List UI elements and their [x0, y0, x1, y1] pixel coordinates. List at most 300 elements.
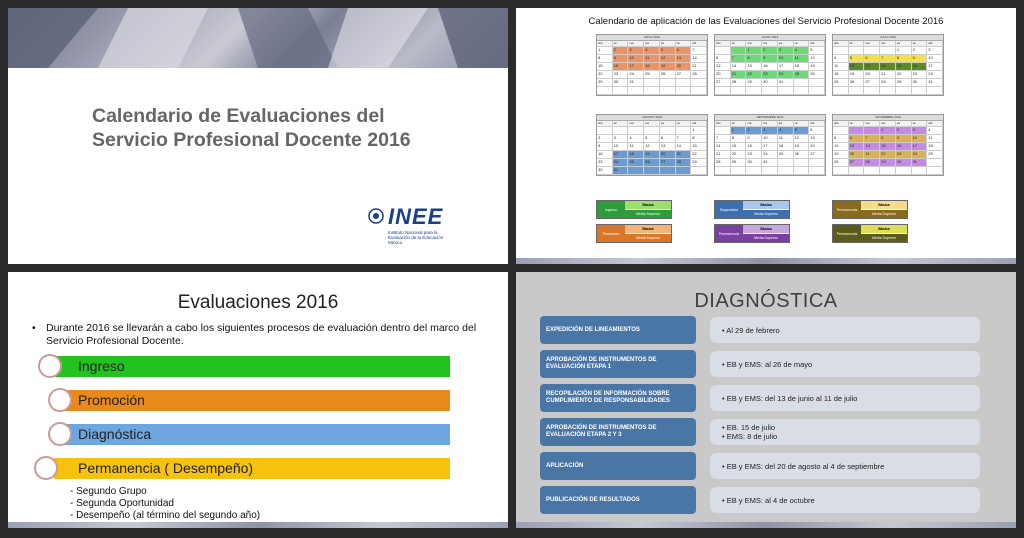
- day-cell: 17: [762, 143, 778, 151]
- day-cell: 12: [849, 63, 865, 71]
- day-cell: 11: [794, 55, 810, 63]
- month-header: JULIO 2016: [833, 35, 943, 41]
- day-cell: 30: [597, 167, 613, 175]
- weekday-label: mar: [864, 41, 880, 47]
- day-cell: [927, 159, 943, 167]
- legend-level-media: Media Superior: [861, 234, 907, 242]
- day-cell: 29: [746, 79, 762, 87]
- day-cell: [927, 167, 943, 175]
- day-cell: [731, 47, 747, 55]
- day-cell: 29: [896, 79, 912, 87]
- day-cell: 10: [628, 55, 644, 63]
- day-cell: 27: [809, 151, 825, 159]
- day-cell: 24: [927, 71, 943, 79]
- day-cell: 5: [794, 127, 810, 135]
- weekday-label: jue: [896, 41, 912, 47]
- weekday-label: lun: [849, 41, 865, 47]
- day-cell: [896, 167, 912, 175]
- day-cell: [778, 87, 794, 95]
- legend-category: Promoción: [597, 225, 625, 242]
- day-cell: 26: [849, 79, 865, 87]
- day-cell: [644, 79, 660, 87]
- day-cell: 17: [927, 63, 943, 71]
- day-cell: 14: [691, 55, 707, 63]
- day-cell: 13: [676, 55, 692, 63]
- day-cell: 4: [628, 135, 644, 143]
- weekday-label: mié: [644, 41, 660, 47]
- milestone-label: RECOPILACIÓN DE INFORMACIÓN SOBRE CUMPLIMIENTO DE RESPONSABILIDADES: [540, 384, 696, 412]
- process-bar: [54, 458, 450, 479]
- day-cell: 26: [833, 159, 849, 167]
- day-cell: 20: [660, 151, 676, 159]
- day-cell: [896, 87, 912, 95]
- milestone-date: [722, 350, 982, 378]
- day-cell: [613, 87, 629, 95]
- day-cell: [833, 47, 849, 55]
- weekday-label: mié: [880, 41, 896, 47]
- weekday-label: jue: [896, 121, 912, 127]
- day-cell: 4: [778, 127, 794, 135]
- day-cell: 8: [691, 135, 707, 143]
- weekday-label: dom: [597, 121, 613, 127]
- day-cell: [676, 167, 692, 175]
- day-cell: [809, 159, 825, 167]
- day-cell: 23: [597, 159, 613, 167]
- day-cell: [746, 87, 762, 95]
- day-cell: 22: [597, 71, 613, 79]
- day-cell: [833, 127, 849, 135]
- month-calendar: [714, 34, 826, 96]
- day-cell: [849, 127, 865, 135]
- month-header: SEPTIEMBRE 2016: [715, 115, 825, 121]
- day-cell: 18: [778, 143, 794, 151]
- month-calendar: [714, 114, 826, 176]
- day-cell: 15: [691, 143, 707, 151]
- day-cell: 17: [778, 63, 794, 71]
- month-header: MAYO 2016: [597, 35, 707, 41]
- day-cell: 10: [912, 135, 928, 143]
- weekday-label: lun: [849, 121, 865, 127]
- day-cell: 23: [896, 151, 912, 159]
- day-cell: 10: [613, 143, 629, 151]
- month-grid: [833, 41, 943, 95]
- month-grid: [715, 41, 825, 95]
- legend-level-media: Media Superior: [625, 234, 671, 242]
- weekday-label: lun: [613, 41, 629, 47]
- day-cell: 5: [833, 135, 849, 143]
- day-cell: [660, 79, 676, 87]
- diagnostica-slide: [516, 272, 1016, 528]
- day-cell: 31: [628, 79, 644, 87]
- day-cell: 10: [778, 55, 794, 63]
- day-cell: [715, 167, 731, 175]
- day-cell: 14: [864, 143, 880, 151]
- weekday-label: jue: [660, 41, 676, 47]
- process-bar: [54, 424, 450, 445]
- month-header: JUNIO 2016: [715, 35, 825, 41]
- subitem: - Desempeño (al término del segundo año): [70, 510, 261, 521]
- day-cell: [597, 127, 613, 135]
- day-cell: 7: [731, 55, 747, 63]
- date-text: • EB y EMS: del 13 de junio al 11 de julio: [722, 393, 858, 403]
- day-cell: [833, 167, 849, 175]
- day-cell: 9: [597, 143, 613, 151]
- day-cell: 20: [809, 143, 825, 151]
- day-cell: 21: [676, 151, 692, 159]
- day-cell: 28: [715, 159, 731, 167]
- milestone-date: [722, 486, 982, 514]
- day-cell: 24: [778, 71, 794, 79]
- day-cell: 25: [778, 151, 794, 159]
- day-cell: [613, 127, 629, 135]
- day-cell: [794, 87, 810, 95]
- milestone-label: APROBACIÓN DE INSTRUMENTOS DE EVALUACIÓN ETAPA 1: [540, 350, 696, 378]
- day-cell: [849, 167, 865, 175]
- day-cell: [880, 47, 896, 55]
- legend-item: [714, 224, 790, 243]
- day-cell: 30: [762, 79, 778, 87]
- day-cell: 27: [715, 79, 731, 87]
- day-cell: 22: [746, 71, 762, 79]
- weekday-label: vie: [912, 41, 928, 47]
- day-cell: 23: [746, 151, 762, 159]
- month-grid: [597, 41, 707, 95]
- day-cell: [762, 167, 778, 175]
- day-cell: 1: [731, 127, 747, 135]
- weekday-label: vie: [912, 121, 928, 127]
- day-cell: 10: [762, 135, 778, 143]
- day-cell: 20: [849, 151, 865, 159]
- weekday-label: lun: [731, 41, 747, 47]
- day-cell: 24: [912, 151, 928, 159]
- legend-level-media: Media Superior: [625, 210, 671, 218]
- weekday-label: mar: [746, 121, 762, 127]
- legend-category: Ingreso: [597, 201, 625, 218]
- weekday-label: vie: [794, 121, 810, 127]
- day-cell: [778, 159, 794, 167]
- day-cell: [597, 87, 613, 95]
- legend-level-basica: Básica: [625, 225, 671, 233]
- date-text: • EMS: 8 de julio: [722, 432, 778, 441]
- process-bar: [54, 356, 450, 377]
- day-cell: [691, 167, 707, 175]
- day-cell: 13: [809, 135, 825, 143]
- day-cell: 30: [912, 79, 928, 87]
- day-cell: 13: [864, 63, 880, 71]
- day-cell: 15: [597, 63, 613, 71]
- day-cell: 11: [628, 143, 644, 151]
- day-cell: 2: [597, 135, 613, 143]
- calendar-slide: [516, 8, 1016, 264]
- day-cell: 2: [746, 127, 762, 135]
- day-cell: 11: [833, 63, 849, 71]
- day-cell: 6: [660, 135, 676, 143]
- weekday-label: sáb: [809, 41, 825, 47]
- month-grid: [597, 121, 707, 175]
- day-cell: [849, 47, 865, 55]
- day-cell: 9: [896, 135, 912, 143]
- day-cell: [746, 167, 762, 175]
- day-cell: [660, 167, 676, 175]
- day-cell: [864, 47, 880, 55]
- weekday-label: sáb: [927, 41, 943, 47]
- day-cell: 3: [912, 127, 928, 135]
- legend-item: [832, 224, 908, 243]
- day-cell: 6: [849, 135, 865, 143]
- day-cell: 17: [912, 143, 928, 151]
- day-cell: 24: [628, 71, 644, 79]
- day-cell: 24: [762, 151, 778, 159]
- day-cell: 6: [809, 127, 825, 135]
- day-cell: 25: [628, 159, 644, 167]
- day-cell: 12: [660, 55, 676, 63]
- month-grid: [715, 121, 825, 175]
- day-cell: 19: [849, 71, 865, 79]
- day-cell: [809, 79, 825, 87]
- day-cell: 14: [715, 143, 731, 151]
- legend-category: Permanencia: [833, 201, 861, 218]
- day-cell: 7: [691, 47, 707, 55]
- subitem: - Segunda Oportunidad: [70, 498, 174, 509]
- date-text: • Al 29 de febrero: [722, 325, 780, 335]
- day-cell: 13: [715, 63, 731, 71]
- day-cell: 10: [927, 55, 943, 63]
- day-cell: 3: [613, 135, 629, 143]
- milestone-label: APROBACIÓN DE INSTRUMENTOS DE EVALUACIÓN ETAPA 2 Y 3: [540, 418, 696, 446]
- day-cell: [715, 127, 731, 135]
- weekday-label: vie: [676, 121, 692, 127]
- day-cell: 27: [676, 71, 692, 79]
- day-cell: 29: [731, 159, 747, 167]
- process-bar: [54, 390, 450, 411]
- legend-item: [596, 224, 672, 243]
- day-cell: 14: [731, 63, 747, 71]
- day-cell: 22: [691, 151, 707, 159]
- day-cell: [676, 127, 692, 135]
- day-cell: 21: [880, 71, 896, 79]
- day-cell: 4: [644, 47, 660, 55]
- day-cell: 16: [746, 143, 762, 151]
- day-cell: [762, 87, 778, 95]
- day-cell: 23: [912, 71, 928, 79]
- day-cell: [660, 87, 676, 95]
- day-cell: 11: [644, 55, 660, 63]
- day-cell: 11: [778, 135, 794, 143]
- month-calendar: [832, 34, 944, 96]
- day-cell: 12: [809, 55, 825, 63]
- day-cell: 23: [613, 71, 629, 79]
- day-cell: 9: [762, 55, 778, 63]
- legend-level-basica: Básica: [743, 201, 789, 209]
- timeline-row: [540, 452, 980, 480]
- milestone-date: [722, 418, 982, 446]
- day-cell: 3: [778, 47, 794, 55]
- slide-title: DIAGNÓSTICA: [694, 290, 838, 312]
- day-cell: 26: [660, 71, 676, 79]
- day-cell: 21: [691, 63, 707, 71]
- day-cell: 18: [628, 151, 644, 159]
- day-cell: 18: [927, 143, 943, 151]
- day-cell: 31: [778, 79, 794, 87]
- weekday-label: jue: [778, 41, 794, 47]
- day-cell: 28: [731, 79, 747, 87]
- day-cell: [644, 127, 660, 135]
- process-bubble-icon: [38, 354, 62, 378]
- day-cell: 7: [864, 135, 880, 143]
- day-cell: [691, 79, 707, 87]
- day-cell: [927, 87, 943, 95]
- day-cell: 2: [613, 47, 629, 55]
- weekday-label: vie: [676, 41, 692, 47]
- month-header: NOVIEMBRE 2016: [833, 115, 943, 121]
- day-cell: 29: [691, 159, 707, 167]
- weekday-label: sáb: [691, 121, 707, 127]
- day-cell: 25: [833, 79, 849, 87]
- day-cell: 30: [896, 159, 912, 167]
- day-cell: 17: [613, 151, 629, 159]
- intro-text: Durante 2016 se llevarán a cabo los siguientes procesos de evaluación dentro del marco del Servicio Profesional Docente.: [46, 322, 477, 347]
- day-cell: [912, 167, 928, 175]
- day-cell: 5: [660, 47, 676, 55]
- day-cell: 1: [746, 47, 762, 55]
- day-cell: 9: [746, 135, 762, 143]
- bullet-icon: •: [32, 322, 36, 334]
- day-cell: 7: [880, 55, 896, 63]
- day-cell: 1: [896, 47, 912, 55]
- slide-title: Evaluaciones 2016: [177, 292, 339, 313]
- day-cell: [794, 159, 810, 167]
- day-cell: 14: [676, 143, 692, 151]
- day-cell: 19: [660, 63, 676, 71]
- day-cell: 3: [927, 47, 943, 55]
- day-cell: 26: [794, 151, 810, 159]
- day-cell: 28: [691, 71, 707, 79]
- geometric-pattern: [8, 8, 508, 68]
- day-cell: 21: [864, 151, 880, 159]
- day-cell: 11: [927, 135, 943, 143]
- weekday-label: mar: [628, 41, 644, 47]
- weekday-label: mié: [762, 41, 778, 47]
- decorative-stripe: [516, 522, 1016, 528]
- day-cell: 13: [849, 143, 865, 151]
- month-grid: [833, 121, 943, 175]
- process-label: Ingreso: [78, 358, 125, 374]
- day-cell: 19: [644, 151, 660, 159]
- day-cell: [794, 167, 810, 175]
- day-cell: 22: [731, 151, 747, 159]
- timeline-row: [540, 418, 980, 446]
- day-cell: 29: [597, 79, 613, 87]
- day-cell: 27: [660, 159, 676, 167]
- day-cell: 2: [896, 127, 912, 135]
- date-text: • EB. 15 de julio: [722, 423, 776, 432]
- legend-level-media: Media Superior: [743, 234, 789, 242]
- day-cell: 1: [597, 47, 613, 55]
- day-cell: [731, 167, 747, 175]
- day-cell: 2: [912, 47, 928, 55]
- weekday-label: mar: [864, 121, 880, 127]
- day-cell: 28: [676, 159, 692, 167]
- day-cell: 22: [896, 71, 912, 79]
- milestone-label: EXPEDICIÓN DE LINEAMIENTOS: [540, 316, 696, 344]
- legend-category: Permanencia: [715, 225, 743, 242]
- day-cell: 27: [864, 79, 880, 87]
- legend-item: [596, 200, 672, 219]
- evaluations-slide: [8, 272, 508, 528]
- day-cell: [864, 127, 880, 135]
- legend-category: Diagnóstica: [715, 201, 743, 218]
- legend-item: [714, 200, 790, 219]
- inee-logo: [368, 204, 488, 252]
- weekday-label: dom: [597, 41, 613, 47]
- day-cell: 16: [762, 63, 778, 71]
- day-cell: 16: [896, 143, 912, 151]
- day-cell: [731, 87, 747, 95]
- weekday-label: dom: [715, 121, 731, 127]
- day-cell: [628, 167, 644, 175]
- process-bubble-icon: [34, 456, 58, 480]
- weekday-label: sáb: [691, 41, 707, 47]
- weekday-label: vie: [794, 41, 810, 47]
- legend-category: Permanencia: [833, 225, 861, 242]
- day-cell: 12: [833, 143, 849, 151]
- day-cell: 18: [644, 63, 660, 71]
- logo-subtitle: Instituto Nacional para la Evaluación de la Educación México: [388, 230, 444, 245]
- day-cell: [809, 167, 825, 175]
- day-cell: 18: [833, 71, 849, 79]
- day-cell: 22: [880, 151, 896, 159]
- day-cell: 31: [762, 159, 778, 167]
- day-cell: 6: [864, 55, 880, 63]
- day-cell: 25: [794, 71, 810, 79]
- day-cell: [691, 87, 707, 95]
- day-cell: 23: [762, 71, 778, 79]
- day-cell: 17: [628, 63, 644, 71]
- day-cell: [809, 87, 825, 95]
- day-cell: [912, 87, 928, 95]
- month-calendar: [596, 114, 708, 176]
- day-cell: [660, 127, 676, 135]
- day-cell: 5: [809, 47, 825, 55]
- day-cell: [794, 79, 810, 87]
- day-cell: 13: [660, 143, 676, 151]
- title-slide: [8, 8, 508, 264]
- legend-level-basica: Básica: [861, 201, 907, 209]
- day-cell: 28: [880, 79, 896, 87]
- day-cell: 8: [896, 55, 912, 63]
- month-calendar: [832, 114, 944, 176]
- weekday-label: mar: [628, 121, 644, 127]
- day-cell: 8: [731, 135, 747, 143]
- legend-level-basica: Básica: [743, 225, 789, 233]
- day-cell: 8: [597, 55, 613, 63]
- process-bubble-icon: [48, 422, 72, 446]
- day-cell: 31: [927, 79, 943, 87]
- logo-mark-icon: [368, 208, 384, 224]
- date-text: • EB y EMS: al 26 de mayo: [722, 359, 813, 369]
- day-cell: 4: [927, 127, 943, 135]
- milestone-label: PUBLICACIÓN DE RESULTADOS: [540, 486, 696, 514]
- day-cell: 4: [833, 55, 849, 63]
- process-label: Diagnóstica: [78, 426, 152, 442]
- day-cell: 12: [644, 143, 660, 151]
- day-cell: [864, 167, 880, 175]
- day-cell: [880, 87, 896, 95]
- milestone-label: APLICACIÓN: [540, 452, 696, 480]
- day-cell: 31: [912, 159, 928, 167]
- timeline-row: [540, 486, 980, 514]
- day-cell: [644, 87, 660, 95]
